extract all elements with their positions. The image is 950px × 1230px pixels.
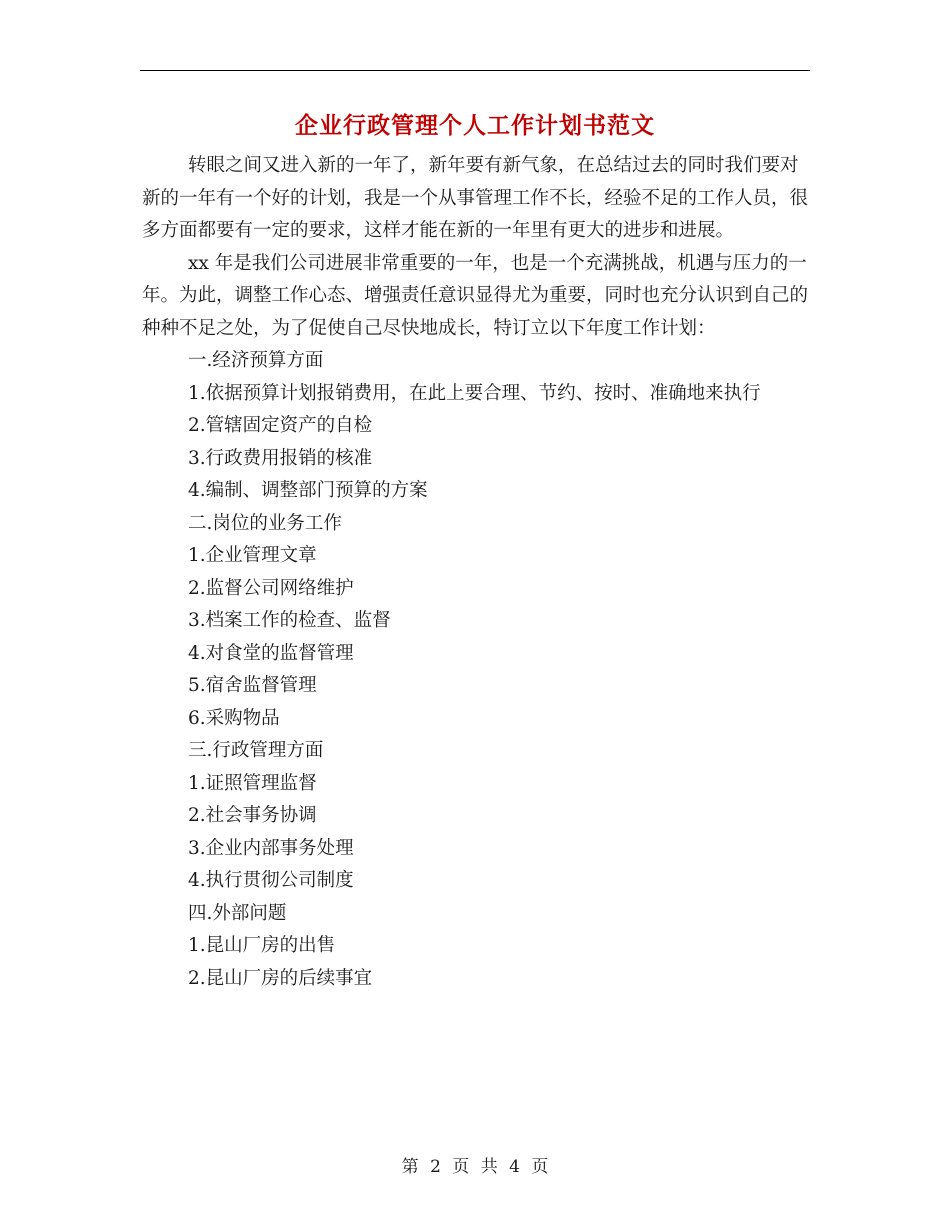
list-item: 2.管辖固定资产的自检 — [188, 415, 373, 436]
section-heading: 一.经济预算方面 — [188, 350, 324, 371]
list-item: 2.社会事务协调 — [188, 805, 317, 826]
section-heading: 四.外部问题 — [188, 902, 287, 924]
header-rule — [140, 70, 810, 71]
list-item: 3.企业内部事务处理 — [188, 837, 354, 859]
paragraph: xx 年是我们公司进展非常重要的一年，也是一个充满挑战，机遇与压力的一年。为此，调整工作心态、增强责任意识显得尤为重要，同时也充分认识到自己的种种不足之处，为了促使自己尽快地成长，特订立以下年度工作计划： — [142, 252, 809, 339]
document-title: 企业行政管理个人工作计划书范文 — [295, 112, 655, 139]
list-item: 4.编制、调整部门预算的方案 — [188, 480, 428, 501]
list-item: 3.行政费用报销的核准 — [188, 447, 373, 469]
page-footer: 第 2 页 共 4 页 — [401, 1157, 549, 1177]
list-item: 4.对食堂的监督管理 — [188, 642, 354, 664]
list-item: 3.档案工作的检查、监督 — [188, 610, 391, 631]
list-item: 1.证照管理监督 — [188, 772, 317, 794]
section-heading: 二.岗位的业务工作 — [188, 512, 342, 534]
list-item: 2.监督公司网络维护 — [188, 577, 354, 599]
list-item: 1.企业管理文章 — [188, 545, 317, 566]
paragraph: 转眼之间又进入新的一年了，新年要有新气象，在总结过去的同时我们要对新的一年有一个好的计划，我是一个从事管理工作不长，经验不足的工作人员，很多方面都要有一定的要求，这样才能在新的一年里有更大的进步和进展。 — [142, 155, 809, 241]
list-item: 6.采购物品 — [188, 707, 280, 729]
list-item: 1.依据预算计划报销费用，在此上要合理、节约、按时、准确地来执行 — [188, 382, 761, 404]
document-body — [142, 150, 808, 995]
list-item: 2.昆山厂房的后续事宜 — [188, 967, 373, 989]
list-item: 1.昆山厂房的出售 — [188, 935, 336, 956]
section-heading: 三.行政管理方面 — [188, 740, 324, 761]
list-item: 5.宿舍监督管理 — [188, 675, 317, 696]
list-item: 4.执行贯彻公司制度 — [188, 870, 354, 891]
